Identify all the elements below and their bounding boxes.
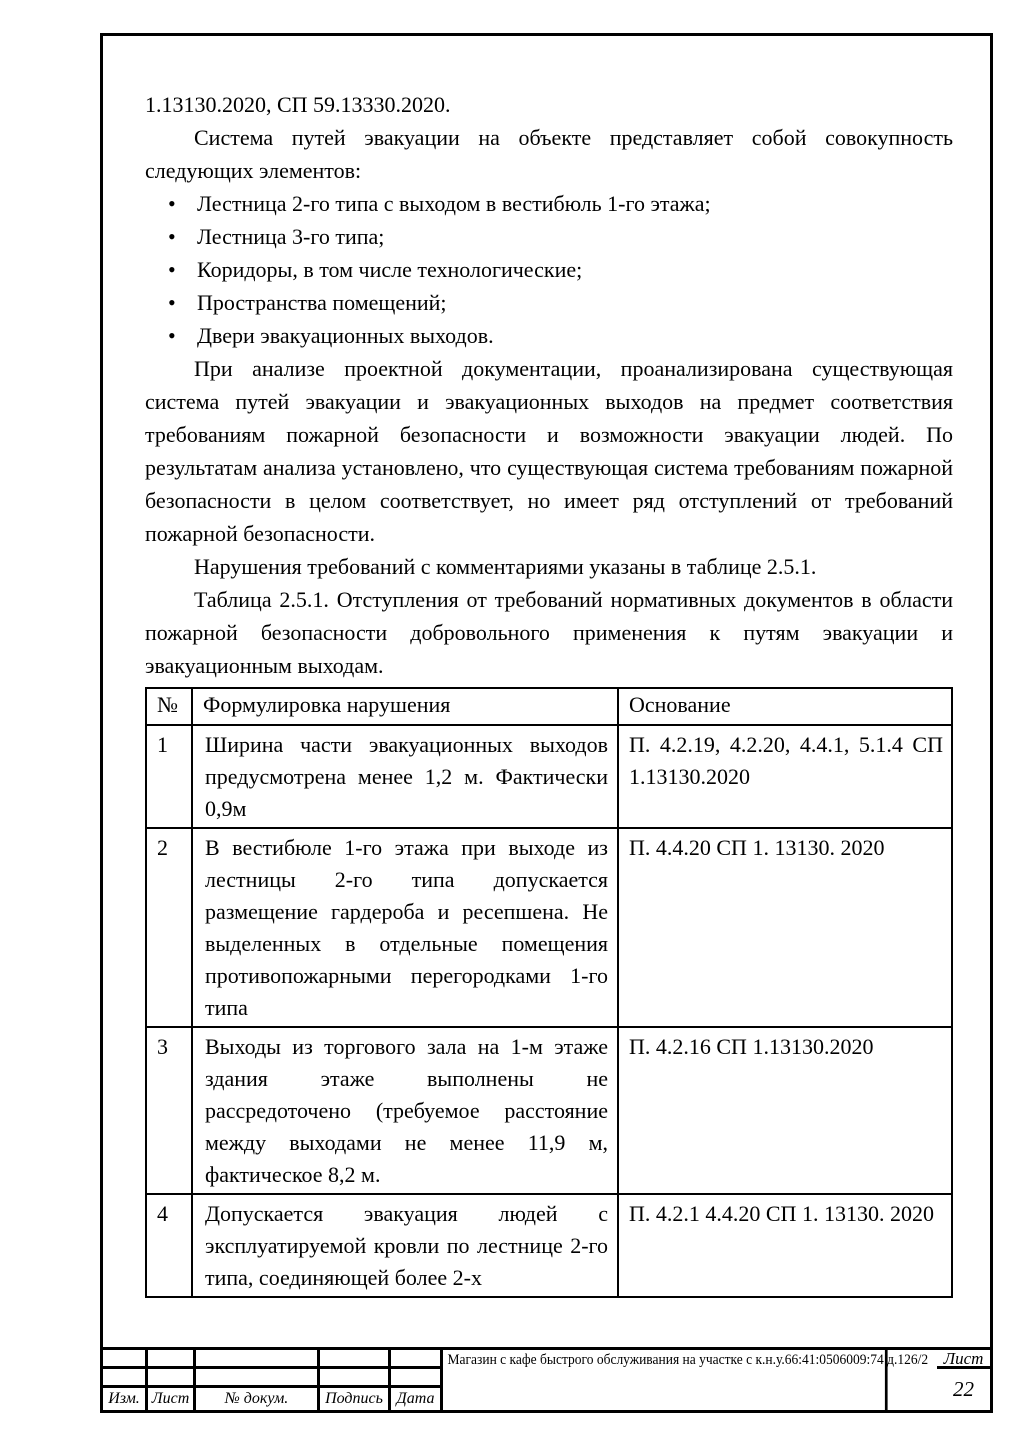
basis-text: П. 4.2.1 4.4.20 СП 1. 13130. 2020 (618, 1194, 952, 1297)
list-item-text: Пространства помещений; (197, 290, 447, 315)
violation-text: Допускается эвакуация людей с эксплуатируемой кровли по лестнице 2-го типа, соединяющей более 2-х (192, 1194, 618, 1297)
list-item (145, 319, 953, 352)
stamp-cell (391, 1369, 443, 1388)
table-caption: Таблица 2.5.1. Отступления от требований нормативных документов в области пожарной безопасности добровольного применения к путям эвакуации и эвакуационным выходам. (145, 587, 953, 678)
evacuation-elements-list (145, 187, 953, 352)
column-header-basis: Основание (618, 688, 952, 725)
bullet-icon: • (168, 224, 176, 249)
list-item (145, 187, 953, 220)
note-paragraph: Нарушения требований с комментариями указаны в таблице 2.5.1. (194, 554, 817, 579)
stamp-cell (148, 1369, 196, 1388)
table-row (146, 725, 952, 828)
row-number: 1 (146, 725, 192, 828)
violations-table (145, 687, 953, 1298)
stamp-cell (391, 1350, 443, 1369)
list-item-text: Лестница 3-го типа; (197, 224, 385, 249)
basis-text: П. 4.2.19, 4.2.20, 4.4.1, 5.1.4 СП 1.13130.2020 (618, 725, 952, 828)
table-row (146, 1194, 952, 1297)
bullet-icon: • (168, 323, 176, 348)
column-header-num: № (146, 688, 192, 725)
stamp-label-list: Лист (148, 1388, 196, 1410)
row-number: 4 (146, 1194, 192, 1297)
bullet-icon: • (168, 290, 176, 315)
stamp-cell (320, 1369, 391, 1388)
stamp-cell (196, 1350, 320, 1369)
title-block (100, 1347, 993, 1413)
table-row (146, 828, 952, 1027)
list-item-text: Лестница 2-го типа с выходом в вестибюль 1-го этажа; (197, 191, 711, 216)
stamp-cell (148, 1350, 196, 1369)
sheet-label: Лист (937, 1350, 990, 1369)
list-item-text: Двери эвакуационных выходов. (197, 323, 494, 348)
bullet-icon: • (168, 257, 176, 282)
document-body (145, 88, 953, 1298)
bullet-icon: • (168, 191, 176, 216)
stamp-label-doc-num: № докум. (196, 1388, 320, 1410)
violation-text: В вестибюле 1-го этажа при выходе из лестницы 2-го типа допускается размещение гардероба и ресепшена. Не выделенных в отдельные помещения противопожарными перегородками 1-го типа (192, 828, 618, 1027)
intro-paragraph: Система путей эвакуации на объекте представляет собой совокупность следующих элементов: (145, 125, 953, 183)
row-number: 3 (146, 1027, 192, 1194)
list-item (145, 220, 953, 253)
stamp-label-podpis: Подпись (320, 1388, 391, 1410)
list-item-text: Коридоры, в том числе технологические; (197, 257, 583, 282)
stamp-label-izm: Изм. (103, 1388, 148, 1410)
continuation-line: 1.13130.2020, СП 59.13330.2020. (145, 92, 451, 117)
stamp-cell (103, 1350, 148, 1369)
stamp-cell (103, 1369, 148, 1388)
table-header-row (146, 688, 952, 725)
list-item (145, 286, 953, 319)
list-item (145, 253, 953, 286)
basis-text: П. 4.2.16 СП 1.13130.2020 (618, 1027, 952, 1194)
column-header-violation: Формулировка нарушения (192, 688, 618, 725)
stamp-label-data: Дата (391, 1388, 443, 1410)
table-row (146, 1027, 952, 1194)
violation-text: Выходы из торгового зала на 1-м этаже здания этаже выполнены не рассредоточено (требуемое расстояние между выходами не менее 11,9 м, фактическое 8,2 м. (192, 1027, 618, 1194)
basis-text: П. 4.4.20 СП 1. 13130. 2020 (618, 828, 952, 1027)
stamp-cell (320, 1350, 391, 1369)
stamp-cell (196, 1369, 320, 1388)
project-name: Магазин с кафе быстрого обслуживания на участке с к.н.у.66:41:0506009:74 д.126/2 (443, 1350, 888, 1410)
violation-text: Ширина части эвакуационных выходов предусмотрена менее 1,2 м. Фактически 0,9м (192, 725, 618, 828)
sheet-number: 22 (953, 1377, 974, 1401)
analysis-paragraph: При анализе проектной документации, проанализирована существующая система путей эвакуации и эвакуационных выходов на предмет соответствия требованиям пожарной безопасности и возможности эвакуации людей. По результатам анализа установлено, что существующая система требованиям пожарной безопасности в целом соответствует, но имеет ряд отступлений от требований пожарной безопасности. (145, 356, 953, 546)
row-number: 2 (146, 828, 192, 1027)
